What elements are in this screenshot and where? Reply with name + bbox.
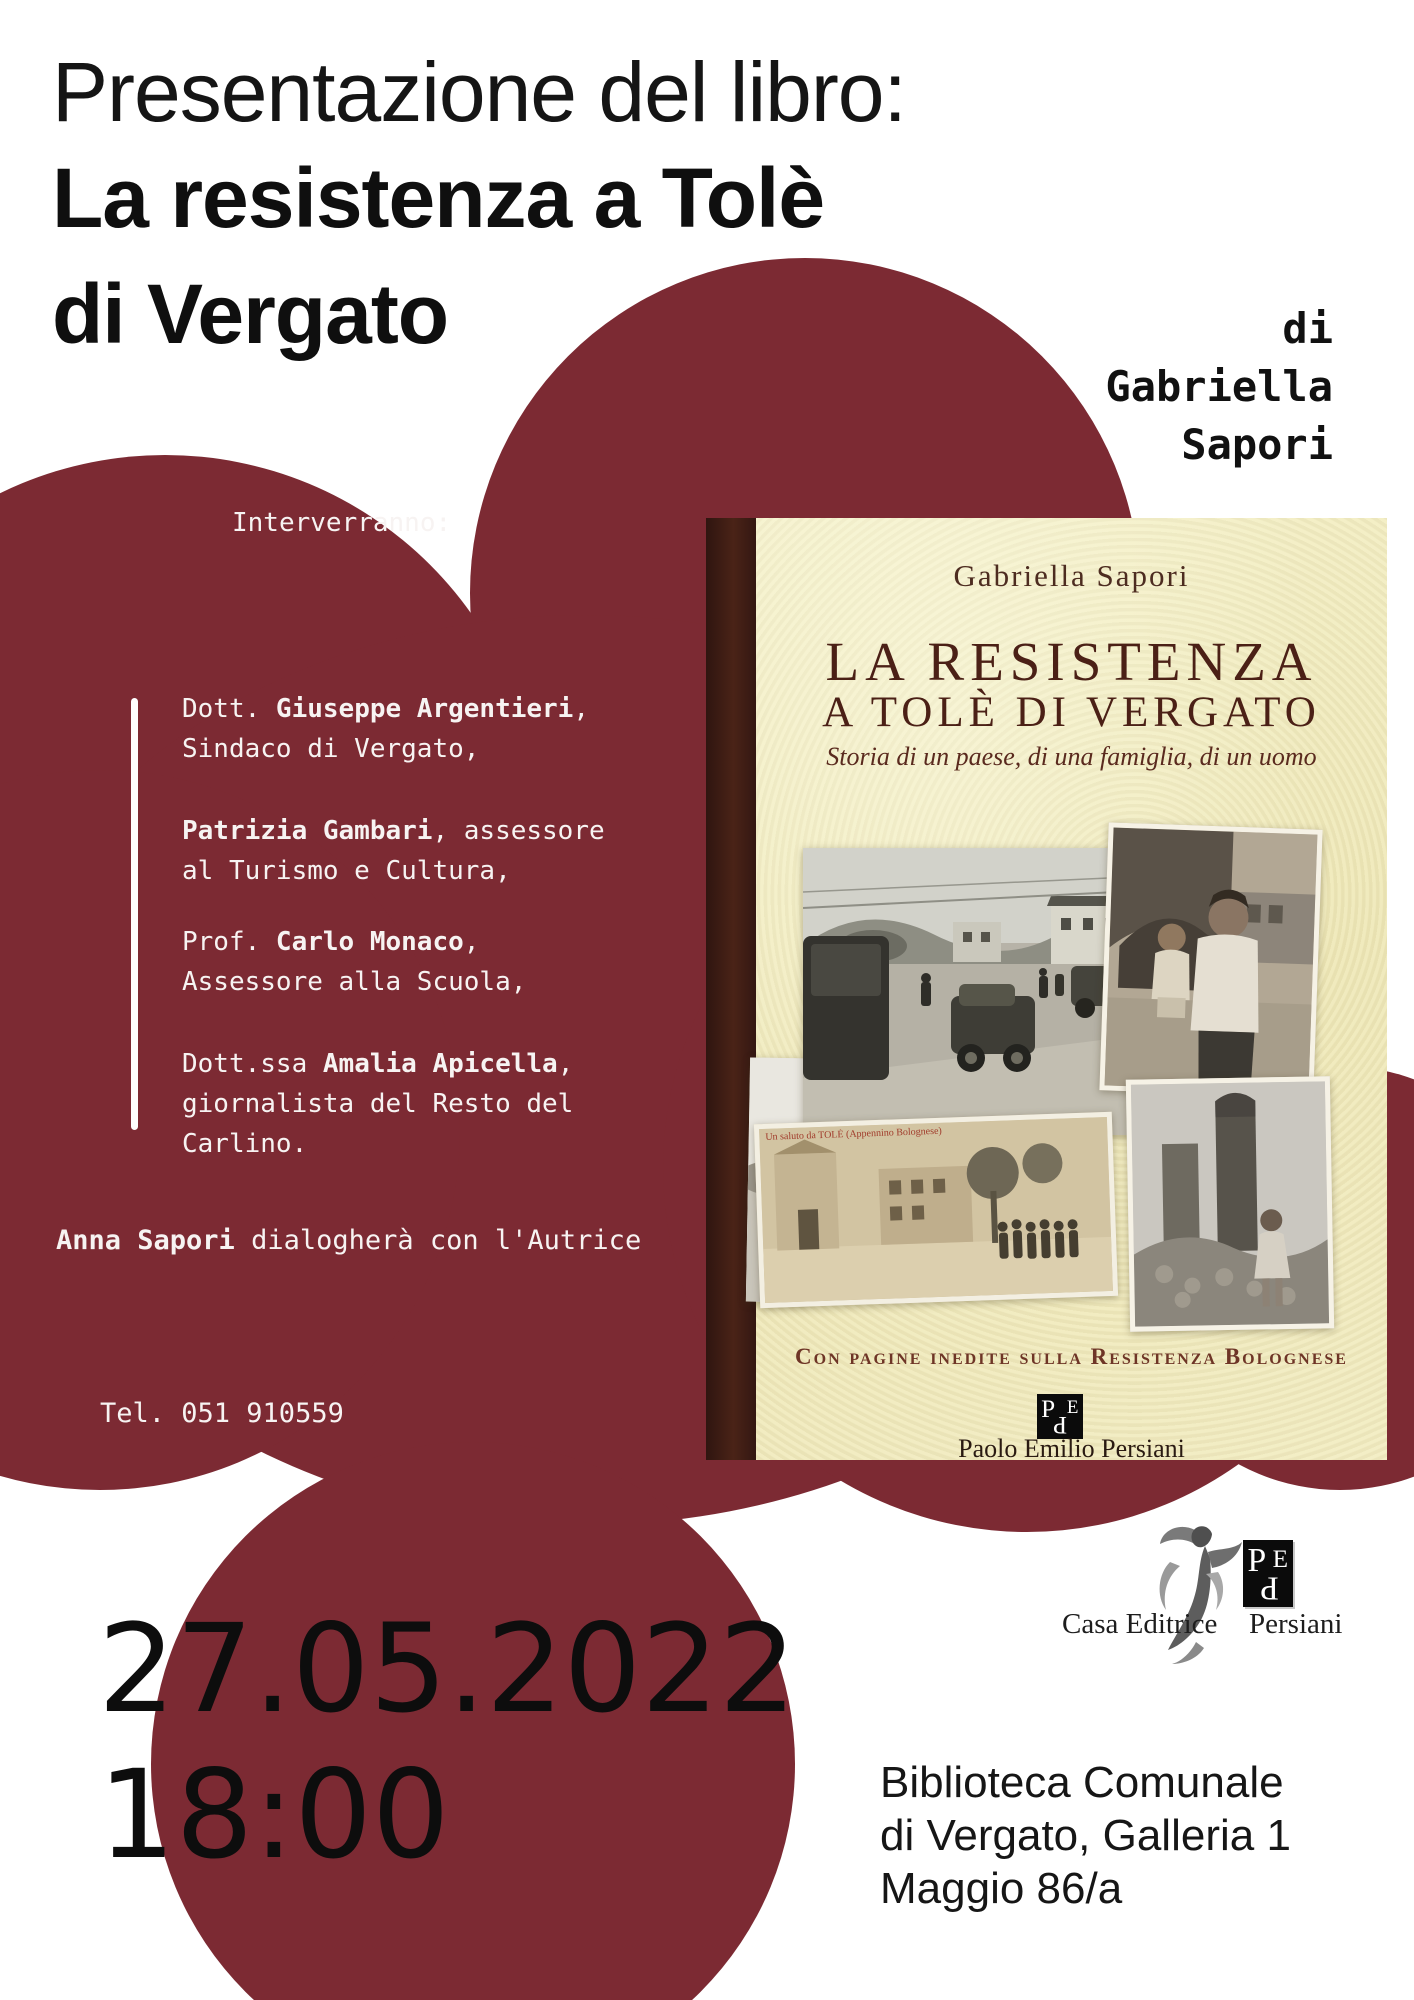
book-cover-front [756, 518, 1387, 1463]
speaker-line: giornalista del Resto del [182, 1089, 574, 1119]
speakers-heading: Interverranno: [232, 508, 452, 538]
speaker-divider-bar [131, 698, 138, 1130]
byline-line: di [1282, 304, 1333, 353]
cover-title-line-1: LA RESISTENZA [825, 631, 1318, 692]
pep-letter: E [1272, 1545, 1288, 1573]
phone-number: Tel. 051 910559 [100, 1398, 344, 1429]
pep-letter: P [1260, 1569, 1279, 1607]
byline-author [913, 300, 1333, 474]
venue-address [880, 1756, 1291, 1915]
pep-letter: E [1066, 1396, 1079, 1418]
headline-bold-line-1: La resistenza a Tolè [52, 151, 825, 245]
event-time: 18:00 [98, 1744, 450, 1886]
book-cover-image [706, 518, 1387, 1463]
publisher-pep-logo-icon [1037, 1394, 1083, 1439]
cover-subtitle: Storia di un paese, di una famiglia, di un uomo [826, 742, 1317, 771]
speaker-line: Dott.ssa Amalia Apicella, [182, 1049, 574, 1079]
cover-publisher-imprint: Paolo Emilio Persiani [958, 1434, 1185, 1463]
speaker-line: Patrizia Gambari, assessore [182, 816, 605, 846]
speaker-line: Carlino. [182, 1129, 308, 1159]
pep-letter: P [1041, 1395, 1056, 1423]
publisher-pep-logo-icon [1243, 1540, 1293, 1607]
cover-author: Gabriella Sapori [953, 558, 1190, 593]
speaker-line: Assessore alla Scuola, [182, 967, 527, 997]
postcard-caption: Un saluto da TOLÈ (Appennino Bolognese) [765, 1125, 943, 1143]
venue-line: Biblioteca Comunale [880, 1758, 1284, 1807]
photo-postcard-image [754, 1112, 1118, 1308]
speaker-line: Sindaco di Vergato, [182, 734, 480, 764]
event-date: 27.05.2022 [98, 1598, 797, 1740]
venue-line: di Vergato, Galleria 1 [880, 1811, 1291, 1860]
byline-line: Gabriella [1105, 362, 1333, 411]
photo-family-image [1099, 822, 1322, 1097]
pep-letter: P [1247, 1542, 1267, 1580]
book-spine [706, 518, 756, 1460]
pep-letter: P [1052, 1411, 1067, 1439]
photo-ruins-image [1126, 1076, 1334, 1332]
publisher-name-right: Persiani [1249, 1608, 1343, 1640]
headline-bold-line-2: di Vergato [52, 267, 449, 361]
cover-footer-note: Con pagine inedite sulla Resistenza Bolognese [795, 1344, 1348, 1369]
speaker-line: al Turismo e Cultura, [182, 856, 511, 886]
byline-line: Sapori [1181, 420, 1333, 469]
speaker-line: Prof. Carlo Monaco, [182, 927, 480, 957]
dialogue-line: Anna Sapori dialogherà con l'Autrice [56, 1225, 642, 1256]
publisher-name-left: Casa Editrice [1062, 1608, 1218, 1640]
venue-line: Maggio 86/a [880, 1864, 1123, 1913]
cover-title-line-2: A TOLÈ DI VERGATO [822, 689, 1321, 736]
headline-light-line: Presentazione del libro: [52, 45, 906, 139]
speaker-line: Dott. Giuseppe Argentieri, [182, 694, 589, 724]
